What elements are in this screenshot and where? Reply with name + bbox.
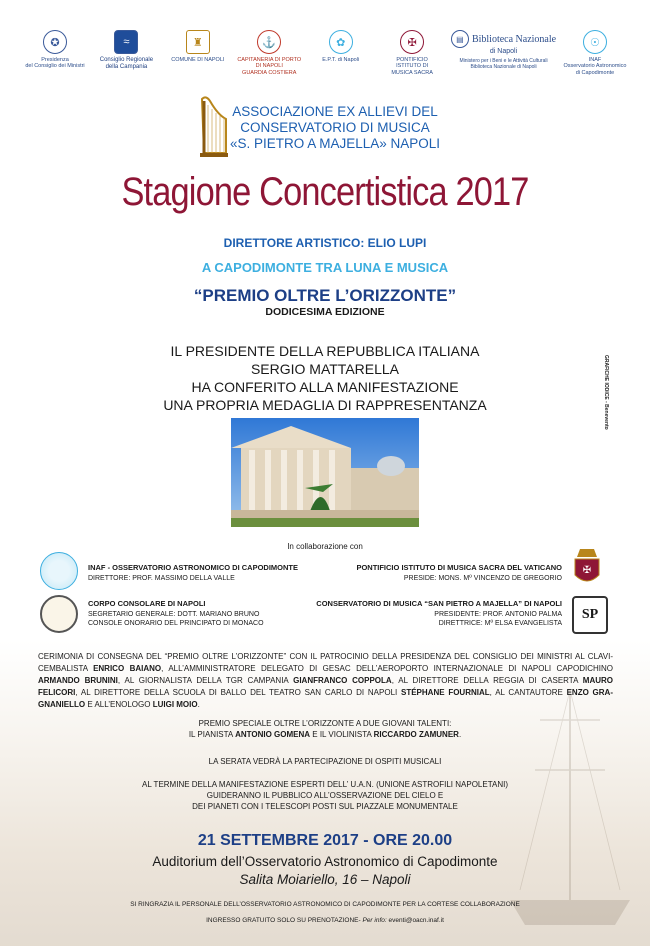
logo-comune	[163, 30, 233, 63]
logo-capitaneria	[234, 30, 304, 76]
pontifical-crest-icon	[568, 545, 606, 589]
association-name: ASSOCIAZIONE EX ALLIEVI DEL CONSERVATORIO DI MUSICA «S. PIETRO A MAJELLA» NAPOLI	[229, 104, 441, 151]
ceremony-part: , AL CANTAUTORE	[489, 688, 567, 697]
partner-conservatorio	[316, 599, 562, 629]
svg-text:✠: ✠	[582, 565, 592, 576]
logo-pontificio	[377, 30, 447, 76]
pianist-name: ANTONIO GOMENA	[235, 730, 311, 739]
partner-name: PONTIFICIO ISTITUTO DI MUSICA SACRA DEL VATICANO	[356, 563, 562, 572]
partner-line: SEGRETARIO GENERALE: DOTT. MARIANO BRUNO	[88, 610, 260, 618]
sponsor-logos	[20, 30, 630, 80]
pontificio-icon: ✠	[400, 30, 424, 54]
honoree-name: GIANFRANCO COPPOLA	[293, 676, 392, 685]
honoree-name: ENRICO BAIANO	[93, 664, 162, 673]
ceremony-part: CERIMONIA DI CONSEGNA DEL “PREMIO OLTRE L’ORIZZONTE” CON IL PATROCINIO DELLA PRESIDENZA DEL CONSIGLIO DEI MINISTRI AL CLAVI- CEMBALISTA	[38, 652, 613, 673]
partner-name: CONSERVATORIO DI MUSICA “SAN PIETRO A MAJELLA” DI NAPOLI	[316, 599, 562, 608]
special-part: IL PIANISTA	[188, 730, 236, 739]
guests-note: LA SERATA VEDRÀ LA PARTECIPAZIONE DI OSPITI MUSICALI	[208, 757, 442, 766]
special-part: .	[458, 730, 462, 739]
partner-line: DIRETTORE: PROF. MASSIMO DELLA VALLE	[88, 574, 235, 582]
astronomy-note: AL TERMINE DELLA MANIFESTAZIONE ESPERTI DELL’ U.A.N. (UNIONE ASTROFILI NAPOLETANI) GUIDERANNO IL PUBBLICO ALL’OSSERVAZIONE DEL CIELO E DEI PIANETI CON I TELESCOPI POSTI SUL PIAZZALE MONUMENTALE	[141, 780, 508, 811]
partner-inaf	[88, 563, 298, 583]
partner-consolare	[88, 599, 264, 629]
page-title: Stagione Concertistica 2017	[121, 170, 529, 214]
collaboration-heading: In collaborazione con	[287, 542, 363, 551]
ceremony-part: .	[197, 700, 200, 709]
honoree-name: STÉPHANE FOURNIAL	[401, 688, 490, 697]
ceremony-text	[38, 651, 613, 711]
observatory-photo	[231, 418, 419, 527]
regione-campania-icon: ≈	[114, 30, 138, 54]
logo-caption: Consiglio Regionale della Campania	[99, 57, 154, 70]
logo-caption: PONTIFICIO ISTITUTO DI MUSICA SACRA	[391, 57, 433, 76]
logo-caption: E.P.T. di Napoli	[322, 57, 360, 63]
info-label: Per info:	[362, 917, 389, 924]
admission-info	[0, 917, 650, 924]
partner-line: PRESIDENTE: PROF. ANTONIO PALMA	[434, 610, 562, 618]
biblioteca-sub: di Napoli	[489, 48, 518, 55]
honoree-name: MAURO FELICORI	[38, 676, 614, 697]
special-prize	[0, 718, 650, 740]
logo-consiglio-regionale	[91, 30, 161, 71]
prize-title: “PREMIO OLTRE L’ORIZZONTE”	[193, 286, 457, 305]
emblem-icon: ✪	[43, 30, 67, 54]
honoree-name: LUIGI MOIO	[152, 700, 198, 709]
ceremony-part: , ALL’AMMINISTRATORE DELEGATO DI GESAC DELL’AEROPORTO INTERNAZIONALE DI NAPOLI CAPODICHINO	[161, 664, 614, 673]
event-venue: Auditorium dell’Osservatorio Astronomico di Capodimonte	[152, 854, 498, 869]
inaf-icon: ☉	[583, 30, 607, 54]
capitaneria-icon: ⚓	[257, 30, 281, 54]
admission-text: INGRESSO GRATUITO SOLO SU PRENOTAZIONE-	[206, 917, 363, 924]
vertical-credit: GRAFICHE IODICE - Benevento	[603, 355, 609, 430]
event-subtitle: A CAPODIMONTE TRA LUNA E MUSICA	[201, 260, 449, 275]
ceremony-part: , AL DIRETTORE DELLA SCUOLA DI BALLO DEL TEATRO SAN CARLO DI NAPOLI	[75, 688, 401, 697]
comune-napoli-icon: ♜	[186, 30, 210, 54]
logo-caption: Presidenza del Consiglio dei Ministri	[25, 57, 85, 70]
logo-caption: COMUNE DI NAPOLI	[171, 57, 225, 63]
event-date: 21 SETTEMBRE 2017 - ORE 20.00	[197, 832, 453, 849]
logo-caption: Ministero per i Beni e le Attività Culturali Biblioteca Nazionale di Napoli	[459, 58, 548, 70]
violinist-name: RICCARDO ZAMUNER	[373, 730, 459, 739]
contact-email[interactable]: eventi@oacn.inaf.it	[388, 917, 444, 924]
conservatorio-emblem-icon: SP	[572, 596, 608, 634]
logo-biblioteca	[449, 30, 559, 71]
inaf-emblem-icon	[40, 552, 78, 590]
logo-caption: CAPITANERIA DI PORTO DI NAPOLI GUARDIA COSTIERA	[237, 57, 302, 76]
acknowledgement: SI RINGRAZIA IL PERSONALE DELL’OSSERVATORIO ASTRONOMICO DI CAPODIMONTE PER LA CORTESE COLLABORAZIONE	[130, 901, 520, 908]
biblioteca-icon: ▤	[451, 30, 469, 48]
logo-caption: INAF Osservatorio Astronomico di Capodimonte	[563, 57, 627, 76]
special-part: E IL VIOLINISTA	[310, 730, 374, 739]
event-address: Salita Moiariello, 16 – Napoli	[239, 872, 411, 887]
honoree-name: ENZO GRA- GNANIELLO	[38, 688, 613, 709]
partner-pontificio	[356, 563, 562, 583]
edition: DODICESIMA EDIZIONE	[265, 306, 385, 318]
special-prize-heading: PREMIO SPECIALE OLTRE L’ORIZZONTE A DUE GIOVANI TALENTI:	[198, 719, 452, 728]
biblioteca-name: Biblioteca Nazionale	[471, 33, 557, 45]
logo-ept	[306, 30, 376, 63]
logo-inaf	[560, 30, 630, 76]
corpo-consolare-emblem-icon	[40, 595, 78, 633]
partner-line: CONSOLE ONORARIO DEL PRINCIPATO DI MONACO	[88, 620, 264, 627]
president-announcement: IL PRESIDENTE DELLA REPUBBLICA ITALIANA SERGIO MATTARELLA HA CONFERITO ALLA MANIFESTAZIONE UNA PROPRIA MEDAGLIA DI RAPPRESENTANZA	[163, 343, 487, 413]
partner-name: INAF - OSSERVATORIO ASTRONOMICO DI CAPODIMONTE	[88, 563, 299, 572]
artistic-director: DIRETTORE ARTISTICO: ELIO LUPI	[223, 236, 427, 250]
partner-line: PRESIDE: MONS. Mº VINCENZO DE GREGORIO	[403, 574, 562, 582]
ceremony-part: , AL GIORNALISTA DELLA TGR CAMPANIA	[117, 676, 294, 685]
ceremony-part: E ALL’ENOLOGO	[85, 700, 153, 709]
ceremony-part: , AL DIRETTORE DELLA REGGIA DI CASERTA	[391, 676, 583, 685]
ept-icon: ✿	[329, 30, 353, 54]
logo-presidenza	[20, 30, 90, 70]
partner-line: DIRETTRICE: Mº ELSA EVANGELISTA	[438, 620, 562, 627]
partner-name: CORPO CONSOLARE DI NAPOLI	[88, 599, 206, 608]
honoree-name: ARMANDO BRUNINI	[38, 676, 118, 685]
